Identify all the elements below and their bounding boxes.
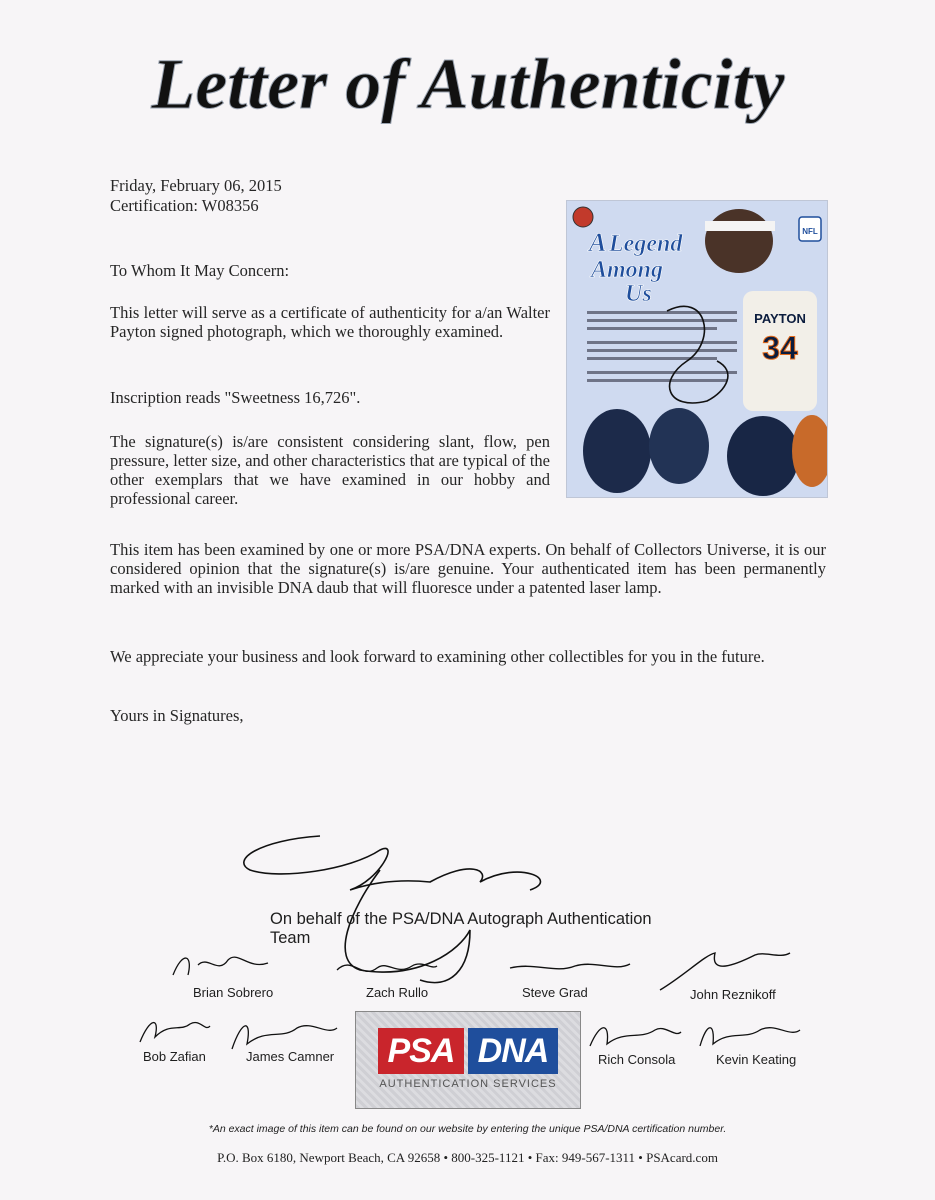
date-block xyxy=(110,176,282,216)
paragraph-signature: The signature(s) is/are consistent considering slant, flow, pen pressure, letter size, and other characteristics that are typical of the other exemplars that we have examined in our hobby and professional career. xyxy=(110,432,550,508)
paragraph-inscription: Inscription reads "Sweetness 16,726". xyxy=(110,388,361,407)
signature-rich-consola xyxy=(585,1016,685,1054)
item-photo xyxy=(566,200,828,498)
name-rich-consola: Rich Consola xyxy=(598,1052,676,1067)
name-steve-grad: Steve Grad xyxy=(522,985,588,1000)
closing: Yours in Signatures, xyxy=(110,706,244,725)
logo-subtitle: AUTHENTICATION SERVICES xyxy=(379,1078,557,1090)
footer-address: P.O. Box 6180, Newport Beach, CA 92658 • 800-325-1121 • Fax: 949-567-1311 • PSAcard.com xyxy=(217,1150,718,1165)
signature-james-camner xyxy=(222,1014,342,1054)
photo-title-line1: A xyxy=(589,228,607,257)
photo-title-line4: Us xyxy=(625,281,652,307)
signature-zach-rullo xyxy=(332,950,442,986)
name-john-reznikoff: John Reznikoff xyxy=(690,987,776,1002)
title-text: Letter of Authenticity xyxy=(151,44,785,124)
photo-title-line2: Legend xyxy=(609,231,683,257)
action-player-1 xyxy=(583,409,651,493)
footnote: *An exact image of this item can be found on our website by entering the unique PSA/DNA certification number. xyxy=(208,1123,727,1135)
paragraph-intro: This letter will serve as a certificate of authenticity for a/an Walter Payton signed photograph, which we thoroughly examined. xyxy=(110,303,550,341)
signature-kevin-keating xyxy=(695,1016,805,1054)
signature-brian-sobrero xyxy=(168,945,278,985)
logo-dna: DNA xyxy=(468,1028,558,1074)
player-portrait xyxy=(705,209,773,273)
title-svg xyxy=(0,28,935,138)
signature-steve-grad xyxy=(505,952,635,982)
signature-bob-zafian xyxy=(135,1012,215,1052)
name-brian-sobrero: Brian Sobrero xyxy=(193,985,274,1000)
hall-of-fame-emblem-icon xyxy=(573,207,593,227)
paragraph-examination: This item has been examined by one or more PSA/DNA experts. On behalf of Collectors Universe, it is our considered opinion that the signature(s) is/are genuine. Your authenticated item has been permanently marked with an invisible DNA daub that will fluoresce under a patented laser lamp. xyxy=(110,540,826,597)
psa-dna-logo xyxy=(355,1011,581,1109)
svg-text:PAYTON: PAYTON xyxy=(754,311,806,326)
name-zach-rullo: Zach Rullo xyxy=(366,985,429,1000)
svg-text:34: 34 xyxy=(762,330,798,366)
svg-text:NFL: NFL xyxy=(802,227,818,236)
certification-number: Certification: W08356 xyxy=(110,196,259,215)
team-line: On behalf of the PSA/DNA Autograph Authentication Team xyxy=(270,910,652,947)
letter-title xyxy=(0,28,935,138)
photo-svg xyxy=(567,201,827,497)
letter-date: Friday, February 06, 2015 xyxy=(110,176,282,195)
photo-title-line3: Among xyxy=(591,257,664,283)
salutation: To Whom It May Concern: xyxy=(110,261,290,280)
paragraph-appreciation: We appreciate your business and look forward to examining other collectibles for you in the future. xyxy=(110,647,765,666)
action-player-3 xyxy=(727,416,799,496)
name-james-camner: James Camner xyxy=(246,1049,335,1064)
logo-psa: PSA xyxy=(378,1028,464,1074)
action-player-2 xyxy=(649,408,709,484)
name-kevin-keating: Kevin Keating xyxy=(716,1052,797,1067)
name-bob-zafian: Bob Zafian xyxy=(143,1049,206,1064)
